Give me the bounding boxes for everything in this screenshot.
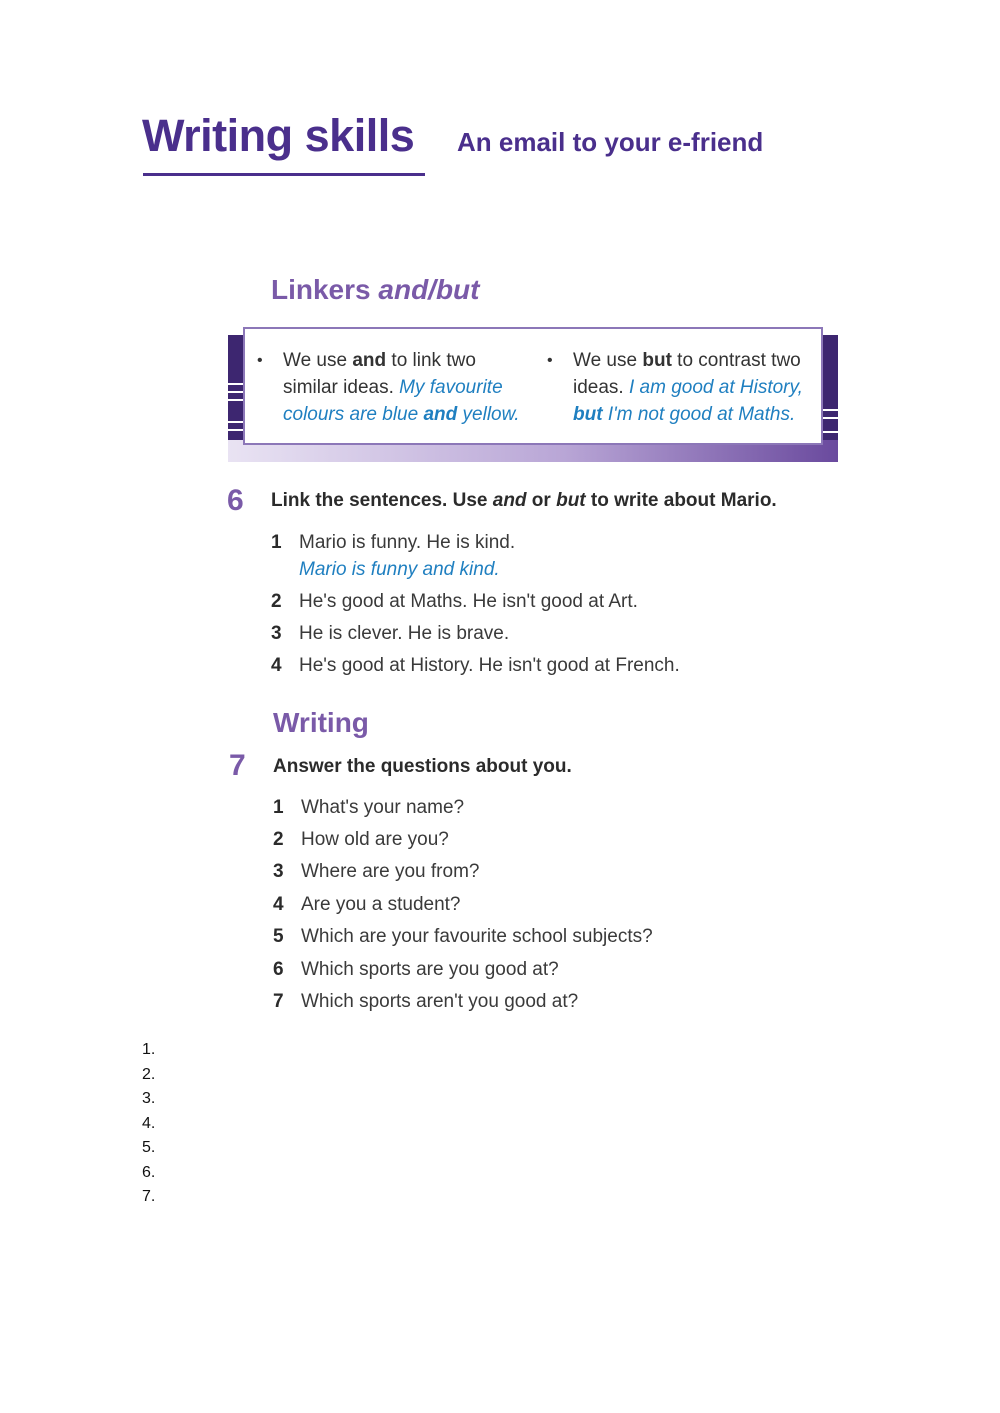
exercise-6-instruction: Link the sentences. Use and or but to write about Mario. (271, 490, 777, 511)
rule-box-right-strip (822, 335, 838, 440)
exercise-6-item: 1 Mario is funny. He is kind. (271, 532, 516, 553)
exercise-6-item: 4 He's good at History. He isn't good at French. (271, 655, 680, 676)
answer-line[interactable]: 1. (142, 1041, 156, 1058)
rule-but-text: We use but to contrast two ideas. I am good at History, but I'm not good at Maths. (573, 350, 803, 425)
page-subtitle: An email to your e-friend (457, 127, 764, 157)
exercise-7-instruction: Answer the questions about you. (273, 756, 572, 777)
rule-but (547, 347, 817, 428)
linkers-heading-text: Linkers (271, 274, 379, 305)
linkers-rule-box (243, 327, 823, 445)
exercise-7-item: 5 Which are your favourite school subjects? (273, 926, 653, 947)
answer-line[interactable]: 4. (142, 1114, 156, 1132)
answer-line[interactable]: 7. (142, 1188, 156, 1205)
rule-and-text: We use and to link two similar ideas. My favourite colours are blue and yellow. (283, 350, 520, 425)
bullet-icon: • (257, 352, 263, 369)
exercise-7-item: 4 Are you a student? (273, 894, 461, 915)
exercise-6-item: 3 He is clever. He is brave. (271, 623, 510, 644)
linkers-heading (271, 274, 479, 306)
answer-line[interactable]: 2. (142, 1065, 156, 1083)
rule-box-left-strip (228, 335, 244, 440)
exercise-7-item: 1 What's your name? (273, 797, 465, 818)
exercise-6-number: 6 (227, 484, 244, 517)
exercise-6-example-answer: Mario is funny and kind. (299, 559, 500, 580)
exercise-7-item: 6 Which sports are you good at? (273, 959, 559, 980)
exercise-7-item: 3 Where are you from? (273, 861, 480, 882)
answer-lines (142, 1038, 155, 1210)
linkers-heading-italic: and/but (378, 274, 480, 305)
exercise-6-item: 2 He's good at Maths. He isn't good at Art. (271, 591, 638, 612)
rule-and (257, 347, 527, 428)
page-title: Writing skills (142, 110, 415, 161)
exercise-7-number: 7 (229, 749, 246, 782)
bullet-icon: • (547, 352, 553, 369)
answer-line[interactable]: 5. (142, 1139, 156, 1156)
exercise-7-item: 2 How old are you? (273, 829, 449, 850)
writing-heading: Writing (273, 707, 369, 738)
exercise-7-item: 7 Which sports aren't you good at? (273, 991, 579, 1012)
answer-line[interactable]: 3. (142, 1090, 156, 1107)
answer-line[interactable]: 6. (142, 1163, 156, 1181)
title-underline (143, 173, 425, 176)
